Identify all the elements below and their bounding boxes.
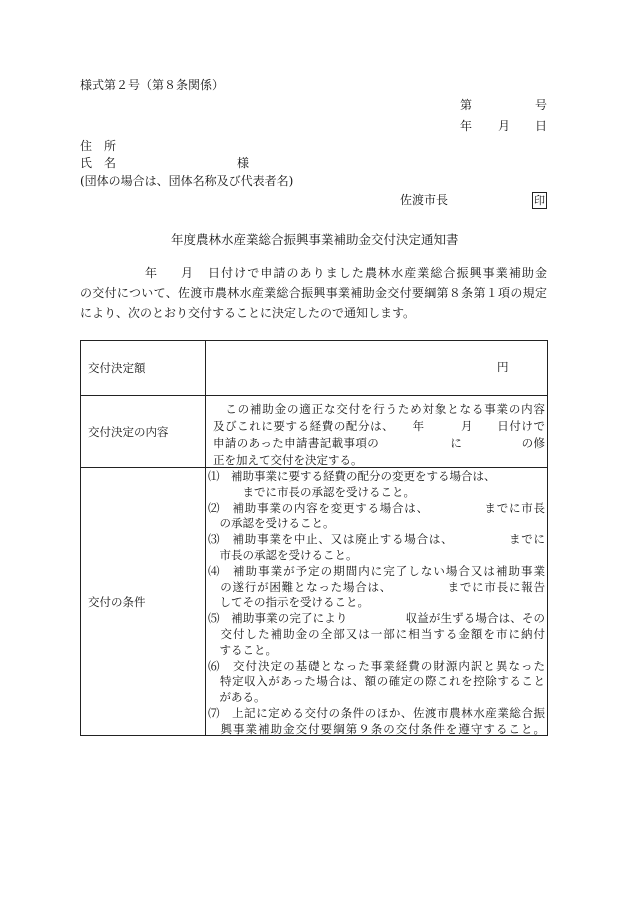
content-line: 正を加えて交付を決定する。 <box>213 453 363 467</box>
conditions-list <box>208 469 545 738</box>
conditions-label: 交付の条件 <box>88 594 146 609</box>
content-line: 及びこれに要する経費の配分は、 年 月 日付けで <box>213 419 545 433</box>
content-label-cell <box>81 396 206 467</box>
issue-date-month: 月 <box>498 119 511 133</box>
condition-line: してその指示を受けること。 <box>208 595 369 610</box>
body-blank-year: 年 <box>145 266 158 280</box>
condition-line: 特定収入があった場合は、額の確定の際これを控除すること <box>208 674 545 689</box>
content-line: 申請のあった申請書記載事項の に の修 <box>213 436 545 450</box>
document-number-prefix: 第 <box>460 98 473 112</box>
condition-line: ⑶ 補助事業を中止、又は廃止する場合は、 までに <box>208 532 545 547</box>
condition-line: すること。 <box>208 642 277 657</box>
amount-row <box>80 340 548 396</box>
document-title: 年度農林水産業総合振興事業補助金交付決定通知書 <box>171 232 459 247</box>
issue-date-day: 日 <box>535 119 548 133</box>
body-line-3: により、次のとおり交付することに決定したので通知します。 <box>80 306 416 320</box>
condition-line: ⑹ 交付決定の基礎となった事業経費の財源内訳と異なった <box>208 658 545 673</box>
condition-line: ⑴ 補助事業に要する経費の配分の変更をする場合は、 <box>208 469 496 483</box>
conditions-label-cell <box>81 468 206 735</box>
issue-date-year: 年 <box>460 119 473 133</box>
amount-label-cell <box>81 341 206 395</box>
issuer-name: 佐渡市長 <box>400 193 449 207</box>
condition-line: 市長の承認を受けること。 <box>208 547 358 562</box>
content-value-cell <box>206 396 547 467</box>
conditions-row <box>80 467 548 736</box>
condition-line: ⑸ 補助事業の完了により 収益が生ずる場合は、その <box>208 611 545 626</box>
organization-note: (団体の場合は、団体名称及び代表者名) <box>80 174 294 188</box>
body-line-2: の交付について、佐渡市農林水産業総合振興事業補助金交付要綱第８条第１項の規定 <box>80 286 547 300</box>
amount-label: 交付決定額 <box>88 361 146 375</box>
content-row <box>80 395 548 468</box>
condition-line: までに市長の承認を受けること。 <box>208 484 415 499</box>
condition-line: 交付した補助金の全部又は一部に相当する金額を市に納付 <box>208 626 545 641</box>
condition-line: 興事業補助金交付要綱第９条の交付条件を遵守すること。 <box>208 721 545 736</box>
condition-line: がある。 <box>208 690 266 705</box>
honorific: 様 <box>237 156 250 170</box>
content-label: 交付決定の内容 <box>88 424 169 439</box>
conditions-value-cell <box>206 468 547 735</box>
content-text <box>213 401 545 469</box>
condition-line: の承認を受けること。 <box>208 516 335 531</box>
condition-line: の遂行が困難となった場合は、 までに市長に報告 <box>208 579 545 594</box>
body-line-1: 日付けで申請のありました農林水産業総合振興事業補助金 <box>208 266 547 280</box>
condition-line: ⑵ 補助事業の内容を変更する場合は、 までに市長 <box>208 500 545 515</box>
document-number-suffix: 号 <box>535 98 548 112</box>
content-line: この補助金の適正な交付を行うため対象となる事業の内容 <box>213 402 545 416</box>
amount-unit: 円 <box>497 360 509 374</box>
form-reference: 様式第２号（第８条関係） <box>80 78 225 92</box>
amount-value-cell <box>206 341 547 395</box>
condition-line: ⑷ 補助事業が予定の期間内に完了しない場合又は補助事業 <box>208 563 545 578</box>
condition-line: ⑺ 上記に定める交付の条件のほか、佐渡市農林水産業総合振 <box>208 705 545 720</box>
address-label: 住 所 <box>80 139 117 153</box>
body-blank-month: 月 <box>181 266 194 280</box>
name-label: 氏 名 <box>80 156 117 170</box>
seal-mark: 印 <box>534 194 545 207</box>
